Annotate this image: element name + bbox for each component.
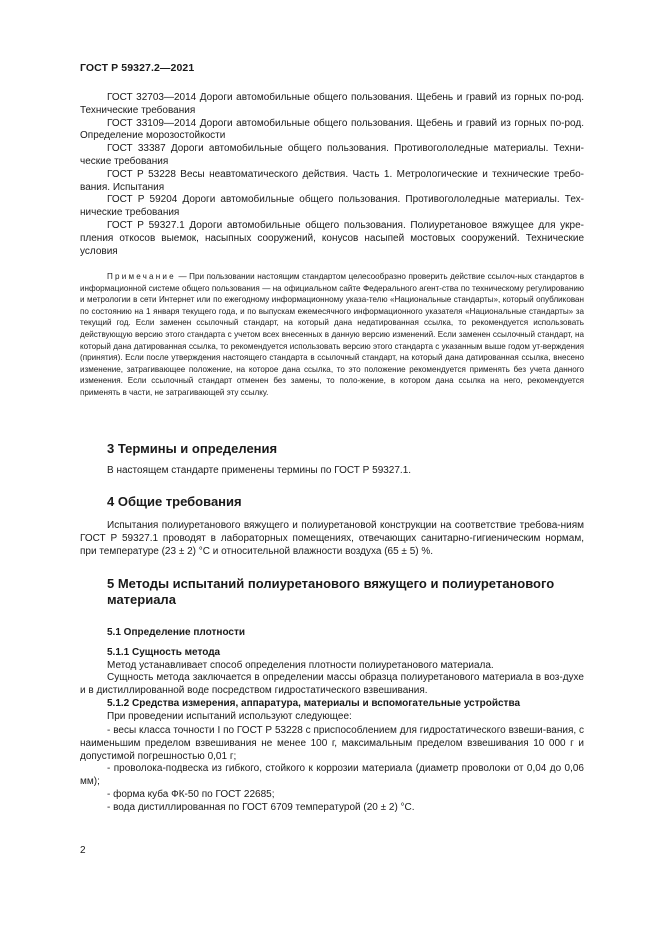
section-3-body <box>80 465 584 478</box>
reference-item: ГОСТ Р 53228 Весы неавтоматического действия. Часть 1. Метрологические и технические требо-вания. Испытания <box>80 168 584 193</box>
subsection-5-1-1-heading: 5.1.1 Сущность метода <box>107 646 221 658</box>
equipment-list <box>80 725 584 815</box>
section-5-body <box>80 627 584 724</box>
section-4-body <box>80 520 584 558</box>
subsection-5-1-heading: 5.1 Определение плотности <box>107 627 246 638</box>
section-5-heading: 5 Методы испытаний полиуретанового вяжущего и полиуретанового материала <box>107 576 555 607</box>
document-header: ГОСТ Р 59327.2—2021 <box>80 62 195 74</box>
section-3-text: В настоящем стандарте применены термины по ГОСТ Р 59327.1. <box>107 465 412 476</box>
list-item: - проволока-подвеска из гибкого, стойкого к коррозии материала (диаметр проволоки от 0,04 до 0,06 мм); <box>80 763 584 788</box>
normative-references <box>80 92 584 258</box>
paragraph: Метод устанавливает способ определения плотности полиуретанового материала. <box>107 659 494 671</box>
reference-item: ГОСТ Р 59204 Дороги автомобильные общего пользования. Противогололедные материалы. Тех-нические требования <box>80 194 584 219</box>
note-label: Примечание <box>107 272 176 281</box>
reference-item: ГОСТ 33387 Дороги автомобильные общего пользования. Противогололедные материалы. Техни-ческие требования <box>80 143 584 167</box>
section-4-heading: 4 Общие требования <box>107 494 242 509</box>
list-item: - весы класса точности I по ГОСТ Р 53228 с приспособлением для гидростатического взвеши-вания, с наименьшим пределом взвешивания не менее 100 г, максимальным пределом взвешивания 10 000 г и допустимой погрешностью 0,01 г; <box>80 725 584 762</box>
reference-item: ГОСТ Р 59327.1 Дороги автомобильные общего пользования. Полиуретановое вяжущее для укре-пления откосов выемок, насыпных сооружений, конусов насыпей мостовых сооружений. Технические условия <box>80 219 584 257</box>
subsection-5-1-2-heading: 5.1.2 Средства измерения, аппаратура, материалы и вспомогательные устройства <box>107 697 521 709</box>
section-3-heading: 3 Термины и определения <box>107 441 278 456</box>
reference-item: ГОСТ 32703—2014 Дороги автомобильные общего пользования. Щебень и гравий из горных по-род. Технические требования <box>80 92 584 116</box>
note-text: — При пользовании настоящим стандартом целесообразно проверить действие ссылоч-ных стандартов в информационной системе общего пользования — на официальном сайте Федерального агент-ства по техническому регулированию и метрологии в сети Интернет или по ежегодному информационному указа-телю «Национальные стандарты», который опубликован по состоянию на 1 января текущего года, и по выпускам ежемесячного информационного указателя «Национальные стандарты» за текущий год. Если заменен ссылочный стандарт, на который дана недатированная ссылка, то рекомендуется использовать действующую версию этого стандарта с учетом всех внесенных в данную версию изменений. Если заменен ссылочный стандарт, на который дана датированная ссылка, то рекомендуется использовать версию этого стандарта с указанным выше годом ут-верждения (принятия). Если после утверждения настоящего стандарта в ссылочный стандарт, на который дана датированная ссылка, внесено изменение, затрагивающее положение, на которое дана ссылка, то это положение рекомендуется применять без учета данного изменения. Если ссылочный стандарт отменен без замены, то поло-жение, в котором дана ссылка на него, рекомендуется применять в части, не затрагивающей эту ссылку. <box>80 272 584 397</box>
list-item: - вода дистиллированная по ГОСТ 6709 температурой (20 ± 2) °С. <box>107 801 415 813</box>
page-number: 2 <box>80 845 86 856</box>
note-block <box>80 271 584 399</box>
reference-item: ГОСТ 33109—2014 Дороги автомобильные общего пользования. Щебень и гравий из горных по-род. Определение морозостойкости <box>80 117 584 142</box>
section-4-text: Испытания полиуретанового вяжущего и полиуретановой конструкции на соответствие требова-ниям ГОСТ Р 59327.1 проводят в лабораторных помещениях, отвечающих санитарно-гигиеническим нормам, при температуре (23 ± 2) °С и относительной влажности воздуха (65 ± 5) %. <box>80 520 584 557</box>
paragraph: При проведении испытаний используют следующее: <box>107 710 352 722</box>
paragraph: Сущность метода заключается в определении массы образца полиуретанового материала в воз-духе и в дистиллированной воде посредством гидростатического взвешивания. <box>80 672 584 697</box>
list-item: - форма куба ФК-50 по ГОСТ 22685; <box>107 788 275 800</box>
